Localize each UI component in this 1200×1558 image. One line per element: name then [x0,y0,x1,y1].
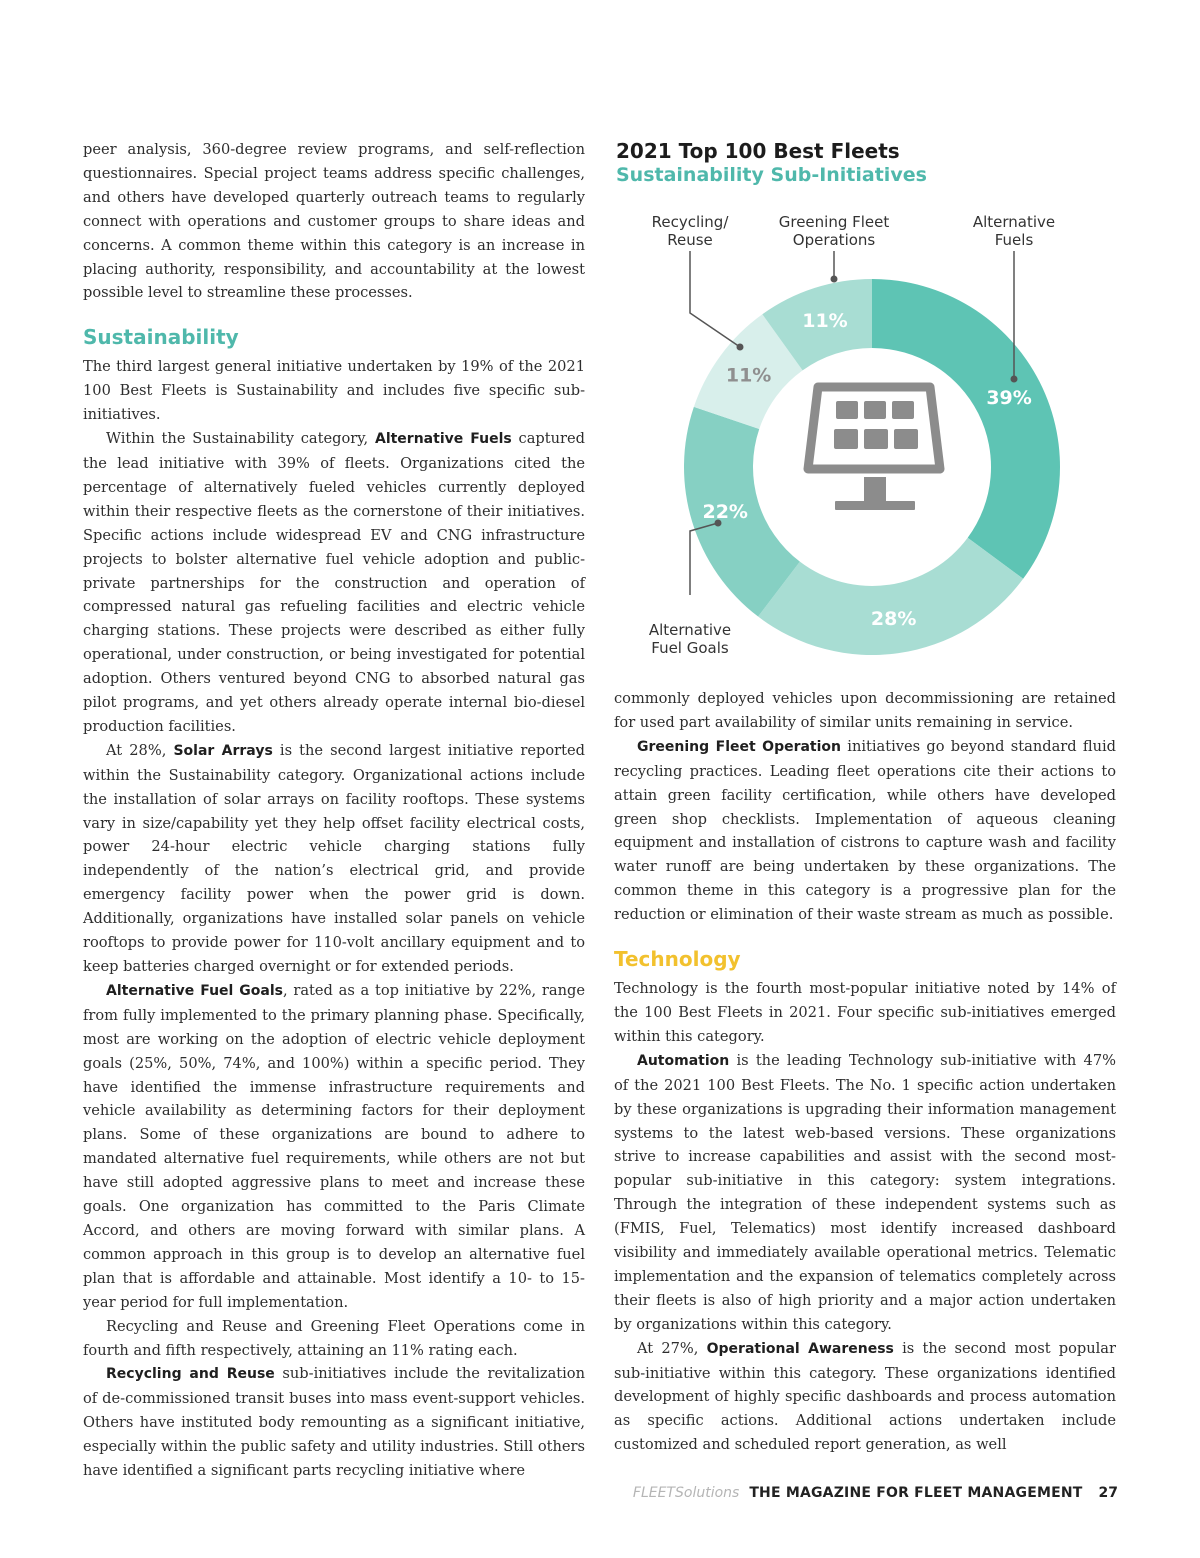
value-label-alternative-fuels: 39% [986,386,1032,409]
recycling-paragraph [83,1362,585,1483]
operational-awareness-body: is the second most popular sub-initiative within this category. These organizations identified development of highly specific dashboards and process automation as specific actions. Additional actions undertaken include customized and scheduled report generation, as well [614,1339,1116,1454]
fuel-goals-body: , rated as a top initiative by 22%, range from fully implemented to the primary planning phase. Specifically, most are working on the adoption of electric vehicle deployment goals (25%, 50%, 74%, and 100%) within a specific period. They have identified the immense infrastructure requirements and vehicle availability as determining factors for their deployment plans. Some of these organizations are bound to adhere to mandated alternative fuel requirements, while others are not but have still adopted aggressive plans to meet and increase these goals. One organization has committed to the Paris Climate Accord, and others are moving forward with similar plans. A common approach in this group is to develop an alternative fuel plan that is affordable and attainable. Most identify a 10- to 15-year period for full implementation. [83,981,585,1311]
callout-dot-greening-fleet-operations [831,276,838,283]
callout-label-greening-fleet-operations: Greening Fleet Operations [778,213,890,249]
greening-paragraph [614,735,1116,927]
intro-paragraph: peer analysis, 360-degree review programs, and self-reflection questionnaires. Special project teams address specific challenges, and others have developed quarterly outreach teams to regularly connect with operations and customer groups to share ideas and concerns. A common theme within this category is an increase in placing authority, responsibility, and accountability at the lowest possible level to streamline these processes. [83,141,585,302]
footer-brand: FLEETSolutions [632,1485,740,1501]
greening-term: Greening Fleet Operation [637,738,842,755]
chart-subtitle: Sustainability Sub-Initiatives [616,164,927,186]
automation-term: Automation [637,1052,730,1069]
solar-arrays-term: Solar Arrays [173,742,273,759]
callout-dot-recycling-reuse [737,344,744,351]
value-label-solar-arrays: 28% [870,607,917,630]
recycling-body: sub-initiatives include the revitalization of de-commissioned transit buses into mass event-support vehicles. Others have instituted body remounting as a significant initiative, especially within the public safety and utility industries. Still others have identified a significant parts recycling initiative where [83,1365,585,1480]
value-label-greening-fleet-operations: 11% [802,309,848,332]
solar-arrays-body: is the second largest initiative reported within the Sustainability category. Organizational actions include the installation of solar arrays on facility rooftops. These systems vary in size/capability yet they help offset facility electrical costs, power 24-hour electric vehicle charging stations fully independently of the nation’s electrical grid, and provide emergency facility power when the power grid is down. Additionally, organizations have installed solar panels on vehicle rooftops to provide power for 110-volt ancillary equipment and to keep batteries charged overnight or for extended periods. [83,741,585,975]
recycling-intro-paragraph: Recycling and Reuse and Greening Fleet Operations come in fourth and fifth respectively, attaining an 11% rating each. [83,1317,585,1359]
technology-heading: Technology [614,947,741,972]
fuel-goals-term: Alternative Fuel Goals [106,982,283,999]
automation-body: is the leading Technology sub-initiative with 47% of the 2021 100 Best Fleets. The No. 1 specific action undertaken by these organizations is upgrading their information management systems to the latest web-based versions. These organizations strive to increase capabilities and assist with the second most-popular sub-initiative in this category: system integrations. Through the integration of these independent systems such as (FMIS, Fuel, Telematics) most identify increased dashboard visibility and immediately available operational metrics. Telematic implementation and the expansion of telematics completely across their fleets is also of high priority and a major action undertaken by organizations within this category. [614,1051,1116,1333]
solar-panel-icon [808,387,940,510]
callout-line-recycling-reuse [690,251,740,347]
right-column [614,687,1116,1457]
continued-paragraph: commonly deployed vehicles upon decommissioning are retained for used part availability of similar units remaining in service. [614,690,1116,731]
alternative-fuels-body: captured the lead initiative with 39% of fleets. Organizations cited the percentage of alternatively fueled vehicles currently deployed within their respective fleets as the cornerstone of their initiatives. Specific actions include widespread EV and CNG infrastructure projects to bolster alternative fuel vehicle adoption and public-private partnerships for the construction and operation of compressed natural gas refueling facilities and electric vehicle charging stations. These projects were described as either fully operational, under construction, or being investigated for potential adoption. Others ventured beyond CNG to absorbed natural gas pilot programs, and yet others already operate internal bio-diesel production facilities. [83,430,585,735]
callout-dot-alternative-fuels [1011,376,1018,383]
donut-slice-solar-arrays [758,538,1023,655]
page-footer [633,1485,1118,1501]
technology-paragraph: Technology is the fourth most-popular initiative noted by 14% of the 100 Best Fleets in 2021. Four specific sub-initiatives emerged within this category. [614,980,1116,1045]
left-column [83,138,585,1483]
alternative-fuels-term: Alternative Fuels [374,431,512,448]
callout-label-alternative-fuels: Alternative Fuels [972,213,1056,249]
fuel-goals-paragraph [83,979,585,1315]
automation-paragraph [614,1049,1116,1337]
value-label-alternative-fuel-goals: 22% [702,500,748,523]
alternative-fuels-lead: Within the Sustainability category, [106,430,375,448]
page-number: 27 [1098,1485,1118,1501]
operational-awareness-paragraph [614,1337,1116,1458]
recycling-term: Recycling and Reuse [106,1366,275,1383]
operational-awareness-lead: At 27%, [637,1339,707,1357]
alternative-fuels-paragraph [83,427,585,739]
footer-tagline: THE MAGAZINE FOR FLEET MANAGEMENT [749,1485,1083,1501]
callout-label-recycling-reuse: Recycling/ Reuse [651,213,729,249]
value-label-recycling-reuse: 11% [725,364,772,387]
sustainability-paragraph: The third largest general initiative undertaken by 19% of the 2021 100 Best Fleets is Sustainability and includes five specific sub-initiatives. [83,358,585,424]
donut-slice-alternative-fuels [872,279,1060,579]
solar-arrays-lead: At 28%, [106,741,174,759]
callout-label-alternative-fuel-goals: Alternative Fuel Goals [648,621,732,657]
donut-chart [614,195,1134,665]
operational-awareness-term: Operational Awareness [706,1340,894,1357]
sustainability-heading: Sustainability [83,325,239,350]
greening-body: initiatives go beyond standard fluid recycling practices. Leading fleet operations cite their actions to attain green facility certification, while others have developed green shop checklists. Implementation of aqueous cleaning equipment and installation of cistrons to capture wash and facility water runoff are being undertaken by these organizations. The common theme in this category is a progressive plan for the reduction or elimination of their waste stream as much as possible. [614,737,1116,924]
chart-title: 2021 Top 100 Best Fleets [616,139,900,163]
solar-arrays-paragraph [83,739,585,979]
